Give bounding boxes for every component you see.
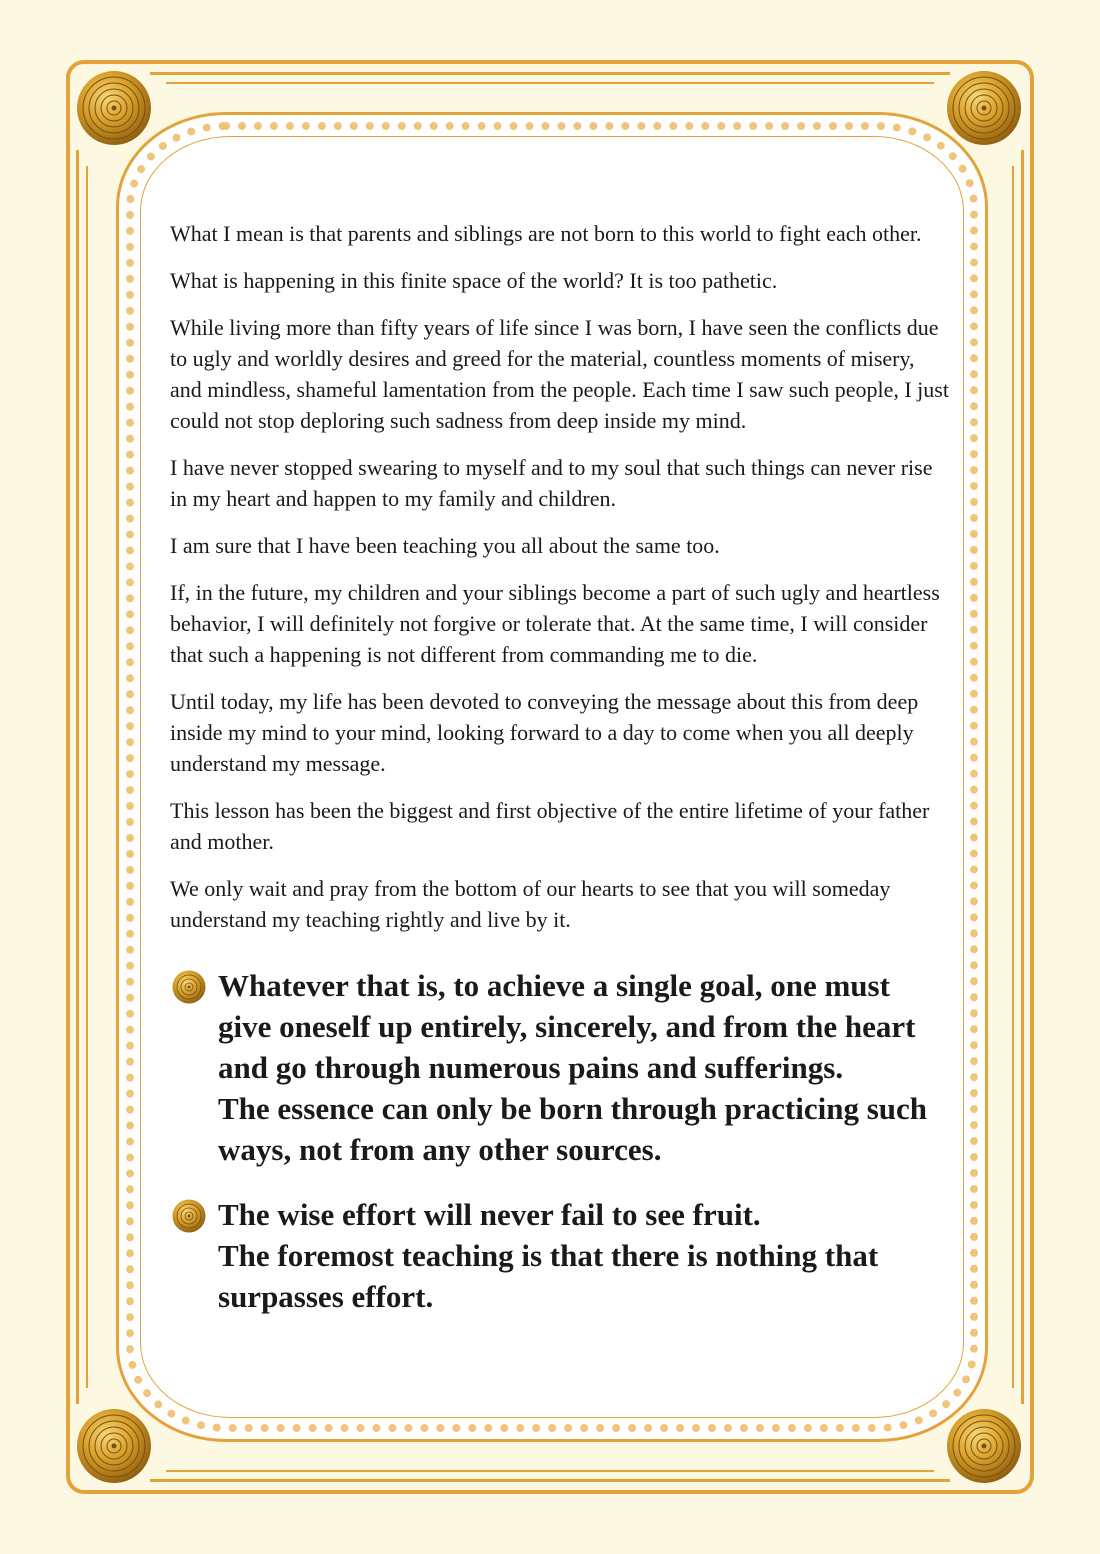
right-rule-2 xyxy=(1012,166,1014,1388)
quote-block xyxy=(170,1194,950,1317)
quote-line: ways, not from any other sources. xyxy=(218,1132,662,1167)
quote-line: surpasses effort. xyxy=(218,1279,434,1314)
quote-line: The essence can only be born through practicing such xyxy=(218,1091,928,1126)
left-rule-1 xyxy=(76,150,79,1404)
medallion-icon xyxy=(76,70,152,146)
bottom-rule-1 xyxy=(150,1479,950,1482)
quote-block xyxy=(170,965,950,1170)
letter-content xyxy=(170,218,950,1317)
quote-line: and go through numerous pains and sufferings. xyxy=(218,1050,844,1085)
paragraph: If, in the future, my children and your siblings become a part of such ugly and heartless behavior, I will definitely not forgive or tolerate that. At the same time, I will consider that such a happening is not different from commanding me to die. xyxy=(170,580,940,667)
quote-text xyxy=(218,965,950,1170)
quote-line: The foremost teaching is that there is nothing that xyxy=(218,1238,879,1273)
quote-line: Whatever that is, to achieve a single goal, one must xyxy=(218,968,890,1003)
paragraph: I am sure that I have been teaching you all about the same too. xyxy=(170,533,720,558)
top-rule-1 xyxy=(150,72,950,75)
paragraph: What is happening in this finite space of the world? It is too pathetic. xyxy=(170,268,778,293)
paragraph: I have never stopped swearing to myself and to my soul that such things can never rise in my heart and happen to my family and children. xyxy=(170,455,933,511)
gold-disc-bullet-icon xyxy=(172,970,206,1004)
bottom-rule-2 xyxy=(166,1470,934,1472)
paragraph: What I mean is that parents and siblings are not born to this world to fight each other. xyxy=(170,221,922,246)
quote-line: give oneself up entirely, sincerely, and from the heart xyxy=(218,1009,916,1044)
top-rule-2 xyxy=(166,82,934,84)
medallion-icon xyxy=(76,1408,152,1484)
paragraph: This lesson has been the biggest and first objective of the entire lifetime of your father and mother. xyxy=(170,798,930,854)
left-rule-2 xyxy=(86,166,88,1388)
right-rule-1 xyxy=(1021,150,1024,1404)
paragraph: We only wait and pray from the bottom of our hearts to see that you will someday understand my teaching rightly and live by it. xyxy=(170,876,891,932)
paragraph: While living more than fifty years of life since I was born, I have seen the conflicts due to ugly and worldly desires and greed for the material, countless moments of misery, and mindless, shameful lamentation from the people. Each time I saw such people, I just could not stop deploring such sadness from deep inside my mind. xyxy=(170,315,949,433)
medallion-icon xyxy=(946,1408,1022,1484)
quote-text xyxy=(218,1194,950,1317)
paragraph: Until today, my life has been devoted to conveying the message about this from deep inside my mind to your mind, looking forward to a day to come when you all deeply understand my message. xyxy=(170,689,919,776)
medallion-icon xyxy=(946,70,1022,146)
quote-line: The wise effort will never fail to see fruit. xyxy=(218,1197,761,1232)
gold-disc-bullet-icon xyxy=(172,1199,206,1233)
